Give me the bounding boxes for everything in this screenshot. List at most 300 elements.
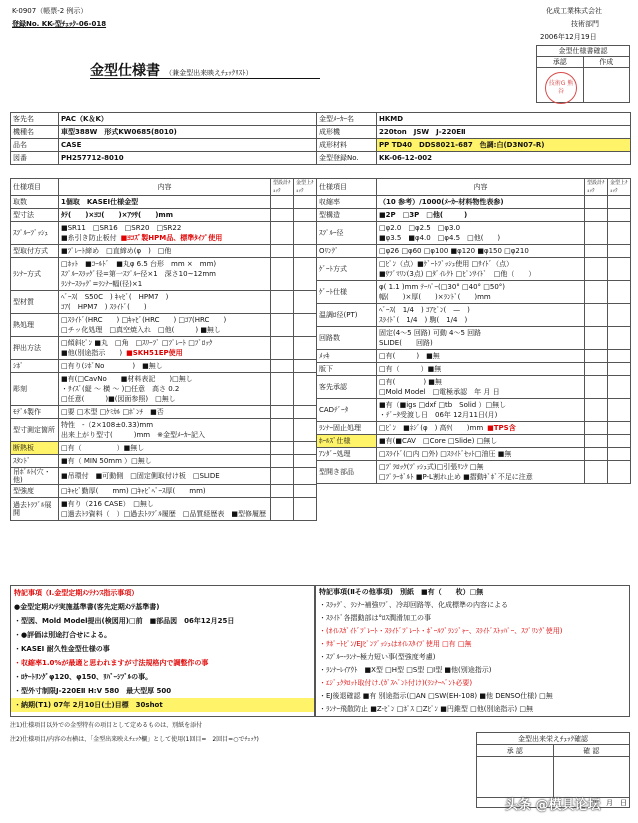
- approval-stamp: 技術G 熊谷: [545, 72, 577, 104]
- spec-rows: [316, 195, 631, 484]
- spec-line: [61, 407, 268, 417]
- spec-text: □ｽﾗｲﾄﾞ(HRC ) □ｷｬﾋﾞ(HRC ) □ｺｱ(HRC ): [61, 316, 227, 324]
- spec-text: □有( ) ■無: [379, 352, 440, 360]
- spec-content: [59, 196, 271, 209]
- spec-content: [377, 258, 585, 281]
- spec-text: 固定(4～5 回路) 可動 4～5 回路: [379, 329, 482, 337]
- check-cell-2: [608, 376, 631, 399]
- note-line: ・ｽﾗｯｸﾞ、ﾗﾝﾅｰ補強ﾘﾌﾞ、冷却回路等、化成標準の内容による: [319, 601, 508, 609]
- spec-text: ・ﾃﾞｰﾀ受渡し日 06年 12月11日(月): [379, 411, 498, 419]
- check-cell-2: [608, 399, 631, 422]
- check-cell-1: [585, 376, 608, 399]
- spec-content: [59, 419, 271, 442]
- note-line: ・ｽﾌﾟﾙｰ-ﾗﾝﾅｰ極力短い事(型強度考慮): [319, 653, 436, 661]
- info-value: 車型388W 形式KW0685(8010): [59, 126, 317, 139]
- spec-line: [379, 387, 582, 397]
- check-cell-2: [608, 327, 631, 350]
- spec-row: [11, 406, 317, 419]
- spec-content: [377, 363, 585, 376]
- spec-label: 型寸法: [11, 209, 59, 222]
- spec-content: [377, 399, 585, 422]
- watermark: 头条 @模具论坛: [505, 798, 601, 813]
- spec-text: ｺｱ( HPM7 ) ｽﾗｲﾄﾞ( ): [61, 303, 147, 311]
- spec-text: ■吊環付 ■可動側 □固定側取付け板 □SLIDE: [61, 472, 220, 480]
- spec-text: ■2P □3P □他( ): [379, 211, 468, 219]
- spec-content: [59, 406, 271, 419]
- check-cell-1: [271, 373, 294, 406]
- check-cell-1: [271, 196, 294, 209]
- spec-row: [11, 485, 317, 498]
- spec-label: 彫刻: [11, 373, 59, 406]
- spec-row: [11, 373, 317, 406]
- spec-content: [377, 281, 585, 304]
- spec-row: [11, 360, 317, 373]
- spec-row: [317, 376, 631, 399]
- spec-row: [317, 281, 631, 304]
- spec-label: 版下: [317, 363, 377, 376]
- spec-line: [379, 449, 582, 459]
- spec-row: [11, 442, 317, 455]
- spec-row: [317, 422, 631, 435]
- spec-content: [377, 461, 585, 484]
- spec-row: [317, 245, 631, 258]
- spec-row: [11, 468, 317, 485]
- spec-label: 断熱板: [11, 442, 59, 455]
- check-cell-2: [294, 222, 317, 245]
- info-value-2: 220ton JSW J-220EⅡ: [377, 126, 631, 139]
- spec-content: [377, 304, 585, 327]
- check-cell-2: [608, 422, 631, 435]
- spec-content: [377, 222, 585, 245]
- spec-text: ■有(■CAV □Core □Slide) □無し: [379, 437, 498, 445]
- check-cell-1: [585, 435, 608, 448]
- spec-row: [11, 419, 317, 442]
- check-cell-1: [585, 209, 608, 222]
- spec-text: □ｷｬﾋﾞ勤厚( mm) □ｷｬﾋﾞﾍﾞｰｽ厚( mm): [61, 487, 206, 495]
- spec-text: ｽﾗｲﾄﾞ( 1/4 ) 駒( 1/4 ): [379, 316, 468, 324]
- check-cell-1: [271, 291, 294, 314]
- spec-content: [377, 422, 585, 435]
- spec-line: [61, 269, 268, 279]
- spec-label: ﾗﾝﾅｰ固止処理: [317, 422, 377, 435]
- spec-label: 温調ﾛ径(PT): [317, 304, 377, 327]
- spec-label: 型開き部品: [317, 461, 377, 484]
- spec-content: [377, 448, 585, 461]
- spec-label: 吊ﾎﾞﾙﾄ(穴・他): [11, 468, 59, 485]
- spec-table: 仕様項目 内容 型設計ﾁｪｯｸ 金型上ﾁｪｯｸ 仕様項目 内容 型設計ﾁｪｯｸ 金型上ﾁｪｯｸ: [10, 178, 631, 196]
- check-cell-1: [585, 258, 608, 281]
- spec-line: [379, 436, 582, 446]
- spec-label: 客先承認: [317, 376, 377, 399]
- check-cell-1: [271, 258, 294, 291]
- spec-remark: ■TPS含: [487, 424, 516, 432]
- spec-row: [11, 314, 317, 337]
- spec-text: ■糸引き防止板付: [61, 234, 117, 242]
- spec-row: [11, 337, 317, 360]
- check-cell-1: [271, 406, 294, 419]
- notes-right: [315, 585, 630, 717]
- spec-content: [59, 373, 271, 406]
- spec-content: [377, 376, 585, 399]
- spec-text: ﾗﾝﾅｰｽﾗｯｸﾞ=ﾗﾝﾅｰ幅(径)×1: [61, 280, 143, 288]
- check-cell-2: [608, 461, 631, 484]
- check-cell-1: [585, 196, 608, 209]
- info-value-2: HKMD: [377, 113, 631, 126]
- title-underline: [90, 60, 320, 79]
- spec-line: [61, 325, 268, 335]
- info-table: [10, 112, 631, 165]
- check-cell-1: [271, 337, 294, 360]
- spec-text: □要 □木型 □ｹﾐｶﾙ □ﾎﾟﾝﾁ ■否: [61, 408, 164, 416]
- spec-text: SLIDE( 回路): [379, 339, 433, 347]
- spec-text: 1個取 KASEI仕様金型: [61, 198, 139, 206]
- check-cell-2: [294, 337, 317, 360]
- spec-row: [317, 461, 631, 484]
- check-cell-1: [271, 222, 294, 245]
- info-value: PAC（K＆K）: [59, 113, 317, 126]
- department: 技術部門: [571, 20, 599, 28]
- spec-line: [379, 282, 582, 292]
- note-line: ・KASEI 耐久性金型仕様の事: [14, 645, 110, 653]
- spec-text: ﾍﾞｰｽ( 1/4 ) ｺｱﾋﾟﾝ( — ): [379, 306, 470, 314]
- info-label-2: 成形機: [317, 126, 377, 139]
- spec-right-column: [316, 195, 630, 484]
- spec-line: [61, 384, 268, 394]
- info-label: 客先名: [11, 113, 59, 126]
- spec-label: 型寸測定箇所: [11, 419, 59, 442]
- check-cell-1: [271, 245, 294, 258]
- note-line: ●金型定期ﾒﾝﾃ実施基準書(客先定期ﾒﾝﾃ基準書): [14, 603, 160, 611]
- spec-label: ﾓﾃﾞﾙ製作: [11, 406, 59, 419]
- spec-line: [379, 210, 582, 220]
- spec-line: [379, 400, 582, 410]
- spec-label: 型材質: [11, 291, 59, 314]
- check-cell-2: [294, 485, 317, 498]
- spec-line: [61, 246, 268, 256]
- note-line: ・ﾗﾝﾅｰ飛散防止 ■Z-ﾋﾟﾝ □ﾎﾟｽ □Zﾋﾟﾝ ■円錐型 □他(別途指示) □無: [319, 705, 533, 713]
- info-value: CASE: [59, 139, 317, 152]
- spec-content: [59, 498, 271, 521]
- page-subtitle: （兼金型出来映えﾁｪｯｸﾘｽﾄ）: [165, 69, 253, 77]
- check-cell-1: [585, 422, 608, 435]
- spec-text: □ﾌﾟﾗﾛｯｸ(ﾌﾟｯｼｭ式)□引張ﾘﾝｸ □無: [379, 463, 484, 471]
- spec-content: [377, 245, 585, 258]
- spec-rows: [10, 195, 317, 521]
- spec-row: [317, 222, 631, 245]
- spec-content: [59, 337, 271, 360]
- spec-row: [317, 327, 631, 350]
- check-cell-2: [608, 304, 631, 327]
- spec-content: [59, 222, 271, 245]
- check-cell-2: [294, 373, 317, 406]
- spec-line: [61, 197, 268, 207]
- spec-line: [61, 338, 268, 348]
- spec-label: 型構造: [317, 209, 377, 222]
- note-line: ・●評価は別途打合せによる。: [14, 631, 112, 639]
- spec-line: [61, 259, 268, 269]
- spec-label: ﾒｯｷ: [317, 350, 377, 363]
- spec-content: [59, 291, 271, 314]
- footnote-2: 注2)仕様項目/内容の右横は、「金型出来映えﾁｪｯｸ欄」として使用(1回目= 2回目=○でﾁｪｯｸ): [10, 736, 259, 743]
- spec-line: [379, 462, 582, 472]
- spec-line: [379, 269, 582, 279]
- info-row: [11, 139, 631, 152]
- spec-line: [379, 315, 582, 325]
- spec-text: ■ｻﾌﾞﾏﾘﾝ(3点) □ﾀﾞｲﾚｸﾄ □ﾋﾟﾝｻｲﾄﾞ □他（ ）: [379, 270, 536, 278]
- spec-line: [379, 292, 582, 302]
- check-cell-2: [294, 498, 317, 521]
- spec-row: [317, 399, 631, 422]
- spec-content: [59, 360, 271, 373]
- spec-line: [61, 456, 268, 466]
- form-code: K-0907（帳票-2 例示）: [12, 7, 88, 15]
- spec-line: [379, 328, 582, 338]
- check-cell-1: [585, 448, 608, 461]
- check-cell-2: [608, 258, 631, 281]
- spec-label: ｱﾝﾀﾞｰ処理: [317, 448, 377, 461]
- check-cell-2: [608, 363, 631, 376]
- page-title: 金型仕様書: [90, 63, 160, 79]
- check-cell-1: [585, 461, 608, 484]
- check-cell-1: [585, 245, 608, 258]
- spec-line: [379, 410, 582, 420]
- spec-text: ■有り（216 CASE） □無し: [61, 500, 154, 508]
- check-cell-1: [585, 327, 608, 350]
- spec-line: [379, 233, 582, 243]
- spec-text: □ﾋﾟﾝ ■ﾈｼﾞ(φ ) 高ｻ( )mm: [379, 424, 484, 432]
- spec-line: [379, 377, 582, 387]
- check-cell-1: [271, 455, 294, 468]
- spec-label: 熱処理: [11, 314, 59, 337]
- spec-line: [379, 259, 582, 269]
- info-value-2: KK-06-12-002: [377, 152, 631, 165]
- check-cell-1: [271, 314, 294, 337]
- spec-text: □傾斜ﾋﾟﾝ ■丸 □角 □ｽﾘｰﾌﾞ □ﾌﾟﾚｰﾄ □ﾌﾞﾛｯｸ: [61, 339, 213, 347]
- spec-line: [379, 472, 582, 482]
- check-cell-1: [271, 442, 294, 455]
- spec-label: 収縮率: [317, 196, 377, 209]
- spec-label: ｼﾎﾞ: [11, 360, 59, 373]
- spec-line: [379, 351, 582, 361]
- spec-line: [379, 423, 582, 433]
- spec-label: 型取付方式: [11, 245, 59, 258]
- info-label: 品名: [11, 139, 59, 152]
- spec-text: ■有（■igs □dxf □tb Solid ）□無し: [379, 401, 507, 409]
- check-cell-2: [608, 448, 631, 461]
- spec-text: ・ｻｲｽﾞ(縦 ～ 横 ～ )□任意 高さ 0.2: [61, 385, 180, 393]
- spec-row: [11, 196, 317, 209]
- check-cell-2: [294, 245, 317, 258]
- check-cell-1: [585, 222, 608, 245]
- spec-line: [61, 348, 268, 358]
- spec-content: [377, 350, 585, 363]
- spec-line: [61, 361, 268, 371]
- spec-label: ﾗﾝﾅｰ方式: [11, 258, 59, 291]
- spec-row: [317, 258, 631, 281]
- spec-label: 回路数: [317, 327, 377, 350]
- info-value: PH257712-8010: [59, 152, 317, 165]
- spec-text: ■ﾌﾟﾚｰﾄ締め □直締め(φ ) □他: [61, 247, 172, 255]
- spec-content: [377, 327, 585, 350]
- registration-number: 登録No. KK-型ﾁｪｯｸ-06-018: [12, 20, 107, 28]
- spec-label: ｹﾞｰﾄ方式: [317, 258, 377, 281]
- spec-line: [61, 420, 268, 430]
- check-cell-1: [271, 209, 294, 222]
- spec-content: [59, 485, 271, 498]
- spec-content: [59, 258, 271, 291]
- spec-label: ｽﾌﾟﾙｰ径: [317, 222, 377, 245]
- spec-label: ﾎｰﾙｽﾞ仕様: [317, 435, 377, 448]
- spec-content: [59, 455, 271, 468]
- spec-line: [61, 223, 268, 233]
- check-cell-2: [608, 209, 631, 222]
- spec-row: [11, 258, 317, 291]
- info-row: [11, 152, 631, 165]
- spec-text: ﾍﾞｰｽ( S50C ) ｷｬﾋﾞ( HPM7 ): [61, 293, 169, 301]
- info-value-2: PP TD40 DDS8021-687 色調:白(D3N07-R): [377, 139, 631, 152]
- spec-line: [61, 279, 268, 289]
- footnote-1: 注1)仕様項目以外での金型特有の項目として定めるものは、別紙を添付: [10, 722, 203, 729]
- spec-line: [61, 430, 268, 440]
- spec-row: [317, 304, 631, 327]
- spec-text: □有（ ）■無し: [61, 444, 145, 452]
- spec-text: □φ2.0 □φ2.5 □φ3.0: [379, 224, 461, 232]
- spec-line: [379, 223, 582, 233]
- spec-content: [59, 314, 271, 337]
- spec-text: ■他(別途指示 ): [61, 349, 123, 357]
- spec-line: [61, 471, 268, 481]
- spec-line: [61, 499, 268, 509]
- spec-line: [61, 486, 268, 496]
- spec-text: □ﾋﾟﾝ（点）■ｹﾞｰﾄﾌﾞｯｼｭ使用 □ｻｲﾄﾞ（点）: [379, 260, 514, 268]
- spec-label: 取数: [11, 196, 59, 209]
- spec-content: [59, 209, 271, 222]
- spec-text: □任意( )■(図面参照) □無し: [61, 395, 176, 403]
- final-check-box: 金型出来栄えﾁｪｯｸ確認 承 認 確 認 年 月 日: [476, 732, 630, 808]
- spec-content: [377, 209, 585, 222]
- spec-text: □Mold Model □電極承認 年 月 日: [379, 388, 500, 396]
- note-line: ・納期(T1) 07年 2月10日(土)目標 30shot: [11, 698, 314, 712]
- spec-row: [317, 196, 631, 209]
- notes-left: [10, 585, 315, 717]
- note-line: ・ｽﾗｲﾄﾞ各摺動部は°ﾛｽ潤滑加工の事: [319, 614, 431, 622]
- info-label-2: 金型登録No.: [317, 152, 377, 165]
- spec-row: [11, 222, 317, 245]
- check-cell-2: [294, 406, 317, 419]
- info-label: 図番: [11, 152, 59, 165]
- check-cell-1: [585, 363, 608, 376]
- spec-line: [61, 509, 268, 519]
- check-cell-2: [294, 209, 317, 222]
- check-cell-1: [271, 419, 294, 442]
- spec-line: [379, 197, 582, 207]
- spec-text: ■有(□CavNo ■材料表記 )□無し: [61, 375, 193, 383]
- spec-text: ｽﾌﾟﾙｰｽﾗｯｸﾞ径=第一ｽﾌﾟﾙｰ径×1 深さ10~12mm: [61, 270, 217, 278]
- check-cell-2: [294, 468, 317, 485]
- spec-row: [317, 448, 631, 461]
- check-cell-2: [608, 350, 631, 363]
- check-cell-2: [294, 360, 317, 373]
- spec-row: [317, 435, 631, 448]
- spec-line: [61, 302, 268, 312]
- spec-line: [61, 210, 268, 220]
- spec-text: ■SR11 □SR16 □SR20 □SR22: [61, 224, 182, 232]
- spec-row: [317, 363, 631, 376]
- approval-box: 金型仕様書確認 承認 作成: [536, 45, 630, 103]
- spec-label: 過去ﾄﾗﾌﾞﾙ展開: [11, 498, 59, 521]
- spec-line: [379, 338, 582, 348]
- spec-text: ■φ3.5 ■φ4.0 □φ4.5 □他( ): [379, 234, 501, 242]
- note-line: 特記事項（Ⅰ.金型定期ﾒﾝﾃﾅﾝｽ指示事項）: [14, 589, 139, 597]
- spec-content: [377, 196, 585, 209]
- spec-label: 押出方法: [11, 337, 59, 360]
- spec-text: （10 参考）/1000(ﾒｰｶｰ材料物性表参): [379, 198, 504, 206]
- info-label: 機種名: [11, 126, 59, 139]
- note-line: ・EJ後退確認 ■有 別途指示(□AN □SW(EH-108) ■他 DENSO仕様) □無: [319, 692, 553, 700]
- check-cell-1: [585, 350, 608, 363]
- spec-left-column: [10, 195, 316, 521]
- check-cell-2: [608, 435, 631, 448]
- spec-text: □有り(ｼﾎﾞNo ) ■無し: [61, 362, 163, 370]
- spec-line: [379, 364, 582, 374]
- spec-content: [59, 468, 271, 485]
- spec-text: φ( 1.1 )mm ﾃｰﾊﾟｰ(□30° □40° □50°): [379, 283, 505, 291]
- note-line: ・ﾗﾝﾅｰﾚｲｱｳﾄ ■X型 □H型 □S型 □I型 ■他(別途指示): [319, 666, 492, 674]
- check-cell-2: [294, 291, 317, 314]
- check-cell-1: [271, 498, 294, 521]
- spec-line: [379, 246, 582, 256]
- spec-text: 出来上がり型寸( )mm ※金型ﾒｰｶｰ記入: [61, 431, 205, 439]
- spec-row: [11, 209, 317, 222]
- spec-text: 特性 -（2×108±0.33)mm: [61, 421, 154, 429]
- spec-label: Oﾘﾝｸﾞ: [317, 245, 377, 258]
- note-line: ・型外寸制限J-220EⅡ H:V 580 最大型厚 500: [14, 687, 172, 695]
- check-cell-2: [608, 222, 631, 245]
- spec-text: □ﾌﾟﾗｰﾎﾞﾙﾄ ■P-L割れ止め ■摺動ｷﾞﾎﾞ不足に注意: [379, 473, 533, 481]
- check-cell-1: [585, 304, 608, 327]
- issue-date: 2006年12月19日: [540, 33, 597, 41]
- note-line: ・収縮率1.0%が最適と思われますが寸法規格内で調整作の事: [14, 659, 209, 667]
- spec-line: [61, 374, 268, 384]
- spec-text: □ﾎｯﾄ ■ｺｰﾙﾄﾞ ■丸φ 6.5 台形 mm × mm): [61, 260, 217, 268]
- spec-line: [61, 233, 268, 243]
- spec-text: ■有（ MIN 50mm ）□無し: [61, 457, 152, 465]
- spec-remark: ■ﾖｺｽﾞ製HPM品、標準ﾀｲﾌﾟ使用: [120, 234, 223, 242]
- info-label-2: 金型ﾒｰｶｰ名: [317, 113, 377, 126]
- info-row: [11, 113, 631, 126]
- note-line: ・型図、Mold Model提出(検図用)□前 ■部品図 06年12月25日: [14, 617, 235, 625]
- spec-label: CADﾃﾞｰﾀ: [317, 399, 377, 422]
- check-cell-2: [294, 455, 317, 468]
- check-cell-1: [271, 360, 294, 373]
- spec-text: □有( ) ■無: [379, 378, 442, 386]
- spec-remark: ■SKH51EP使用: [126, 349, 183, 357]
- check-cell-2: [608, 281, 631, 304]
- spec-text: □ｽﾗｲﾄﾞ(□内 □外) □ｽﾗｲﾄﾞｾｯﾄ□油圧 ■無: [379, 450, 512, 458]
- spec-line: [61, 292, 268, 302]
- spec-text: □有（ ）■無: [379, 365, 442, 373]
- check-cell-2: [608, 245, 631, 258]
- spec-content: [59, 245, 271, 258]
- spec-label: ｹﾞｰﾄ仕様: [317, 281, 377, 304]
- spec-row: [11, 245, 317, 258]
- company-name: 化成工業株式会社: [546, 7, 602, 15]
- check-cell-1: [271, 485, 294, 498]
- spec-label: ｽﾌﾟﾙｰﾌﾞｯｼｭ: [11, 222, 59, 245]
- note-line: 特記事項(Ⅱその他事項) 別紙 ■有（ 枚）□無: [319, 588, 484, 596]
- check-cell-2: [294, 419, 317, 442]
- info-row: [11, 126, 631, 139]
